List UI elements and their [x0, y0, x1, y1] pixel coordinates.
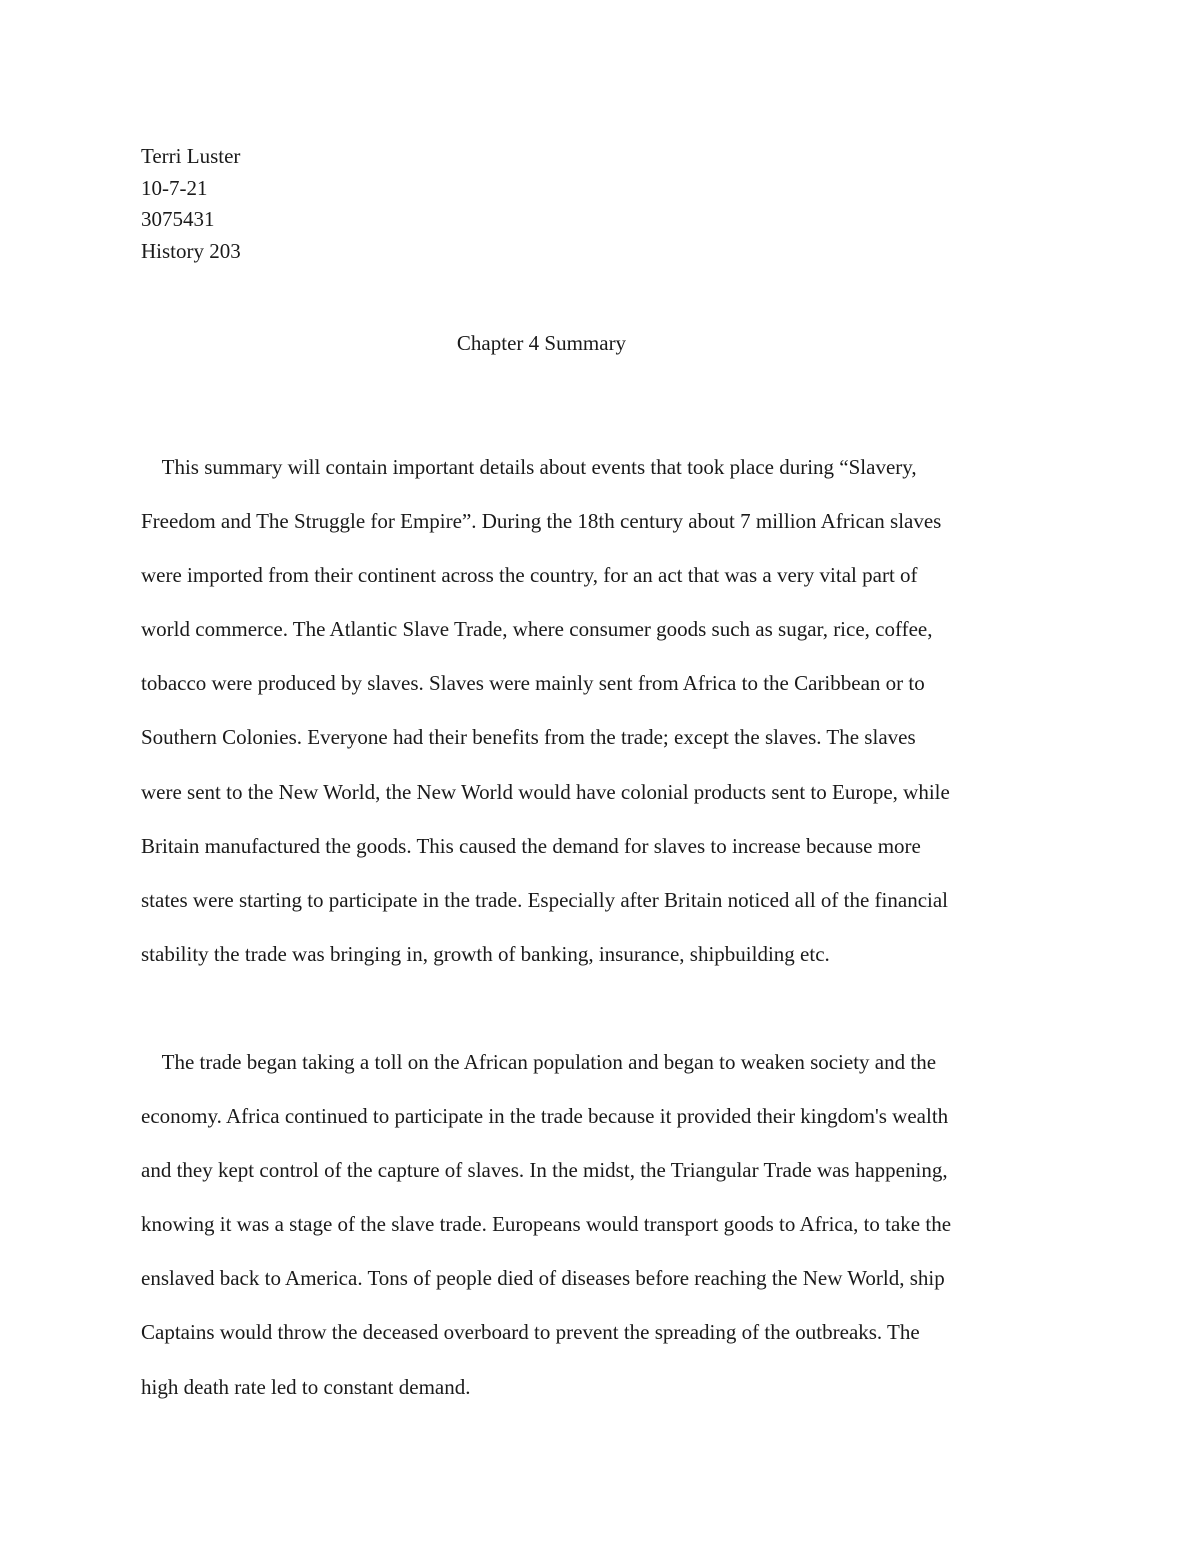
paragraph-line: states were starting to participate in the trade. Especially after Britain noticed all of the financial — [141, 887, 949, 912]
student-id: 3075431 — [141, 207, 215, 231]
paragraph-line: were sent to the New World, the New World would have colonial products sent to Europe, while — [141, 779, 950, 804]
document-title: Chapter 4 Summary — [456, 331, 627, 355]
author-name: Terri Luster — [141, 144, 241, 168]
document-date: 10-7-21 — [141, 175, 208, 200]
paragraph-line: stability the trade was bringing in, growth of banking, insurance, shipbuilding etc. — [141, 941, 830, 966]
paragraph-line: Britain manufactured the goods. This caused the demand for slaves to increase because more — [141, 833, 921, 858]
paragraph-line: enslaved back to America. Tons of people died of diseases before reaching the New World, ship — [141, 1266, 945, 1291]
paragraph-2 — [141, 1035, 1061, 1414]
document-header — [141, 141, 241, 267]
paragraph-line: economy. Africa continued to participate in the trade because it provided their kingdom's wealth — [141, 1104, 949, 1129]
paragraph-line: and they kept control of the capture of slaves. In the midst, the Triangular Trade was happening, — [141, 1158, 948, 1183]
paragraph-line: Captains would throw the deceased overboard to prevent the spreading of the outbreaks. The — [141, 1320, 920, 1345]
paragraph-line: Southern Colonies. Everyone had their benefits from the trade; except the slaves. The slaves — [141, 725, 916, 750]
paragraph-1 — [141, 440, 1061, 981]
paragraph-line: The trade began taking a toll on the African population and began to weaken society and the — [141, 1050, 937, 1074]
paragraph-line: Freedom and The Struggle for Empire”. During the 18th century about 7 million African slaves — [141, 509, 942, 534]
paragraph-line: knowing it was a stage of the slave trade. Europeans would transport goods to Africa, to take the — [141, 1212, 952, 1237]
course-name: History 203 — [141, 238, 241, 263]
paragraph-line: high death rate led to constant demand. — [141, 1374, 471, 1399]
paragraph-line: tobacco were produced by slaves. Slaves were mainly sent from Africa to the Caribbean or to — [141, 671, 925, 696]
paragraph-line: This summary will contain important details about events that took place during “Slavery, — [141, 455, 917, 479]
paragraph-line: world commerce. The Atlantic Slave Trade, where consumer goods such as sugar, rice, coffee, — [141, 617, 933, 642]
paragraph-line: were imported from their continent across the country, for an act that was a very vital part of — [141, 563, 918, 588]
